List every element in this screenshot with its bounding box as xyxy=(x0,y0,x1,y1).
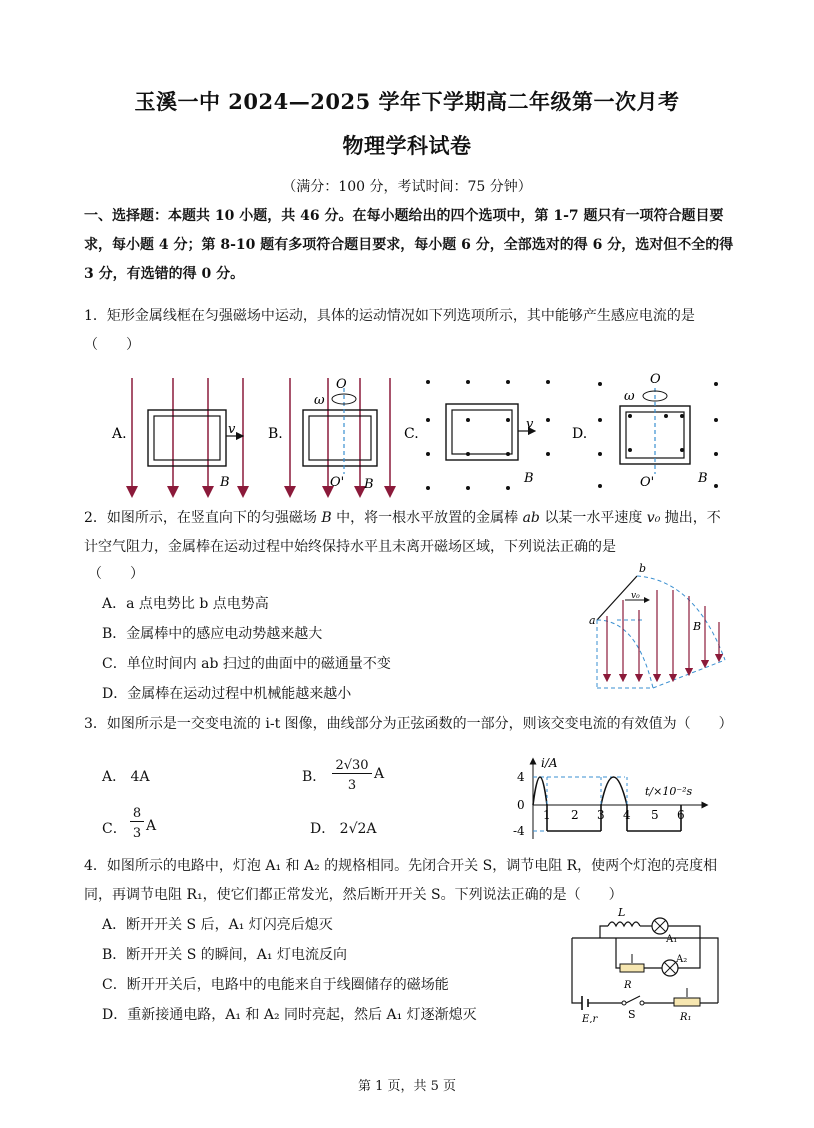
option-c-numerator: 8 xyxy=(130,806,144,822)
omega-label: ω xyxy=(624,389,635,404)
field-label: B xyxy=(524,471,534,486)
question-2-option-c: C．单位时间内 ab 扫过的曲面中的磁通量不变 xyxy=(102,656,391,672)
figure-1a xyxy=(111,378,243,492)
resistor-r-label: R xyxy=(624,980,632,991)
q2-stem-field: B xyxy=(321,510,332,526)
question-1-figures xyxy=(100,370,740,500)
switch-label: S xyxy=(628,1008,636,1021)
option-d-label: D. xyxy=(572,426,588,442)
figure-1d xyxy=(572,372,718,490)
exam-title: 玉溪一中 2024—2025 学年下学期高二年级第一次月考 xyxy=(134,89,680,114)
question-2-option-d: D．金属棒在运动过程中机械能越来越小 xyxy=(102,686,352,702)
question-4-circuit xyxy=(560,908,730,1023)
y-axis-label: i/A xyxy=(541,756,558,770)
q2-stem-part: 2．如图所示，在竖直向下的匀强磁场 xyxy=(84,510,322,526)
omega-label: ω xyxy=(314,393,325,408)
x-tick: 5 xyxy=(651,808,659,822)
q2-stem-part: 中，将一根水平放置的金属棒 xyxy=(331,510,523,526)
field-label: B xyxy=(220,475,230,490)
question-2-figure xyxy=(585,560,745,695)
x-tick: 2 xyxy=(571,808,579,822)
question-1-stem: 1．矩形金属线框在匀强磁场中运动，具体的运动情况如下列选项所示，其中能够产生感应电流的是（ ） xyxy=(84,308,695,353)
q2-stem-part: 抛出，不计空气阻力，金属棒在运动过程中始终保持水平且未离开磁场区域，下列说法正确的是 xyxy=(84,510,721,555)
question-2-stem xyxy=(84,504,734,562)
point-a-label: a xyxy=(589,614,596,627)
option-b-prefix: B． xyxy=(302,769,327,785)
axis-o-label: O xyxy=(336,377,347,392)
question-4-option-d: D．重新接通电路，A₁ 和 A₂ 同时亮起，然后 A₁ 灯逐渐熄灭 xyxy=(102,1007,477,1023)
question-2-paren: （ ） xyxy=(88,566,144,582)
field-label: B xyxy=(364,477,374,492)
option-b-unit: A xyxy=(374,766,385,782)
q2-stem-part: 以某一水平速度 xyxy=(539,510,647,526)
resistor-r1-label: R₁ xyxy=(680,1012,692,1023)
option-a-label: A. xyxy=(112,426,127,442)
option-c-prefix: C． xyxy=(102,821,127,837)
question-4-stem: 4．如图所示的电路中，灯泡 A₁ 和 A₂ 的规格相同。先闭合开关 S，调节电阻 R，使两个灯泡的亮度相同，再调节电阻 R₁，使它们都正常发光，然后断开开关 S。下列说法正确的是（ ） xyxy=(84,858,718,903)
question-3-graph xyxy=(505,755,725,840)
exam-info: （满分：100 分，考试时间：75 分钟） xyxy=(282,179,532,195)
velocity-label: v xyxy=(526,417,534,432)
section-instructions: 一、选择题：本题共 10 小题，共 46 分。在每小题给出的四个选项中，第 1-7 题只有一项符合题目要求，每小题 4 分；第 8-10 题有多项符合题目要求，每小题 6 分，全部选对的得 6 分，选对但不全的得 3 分，有选错的得 0 分。 xyxy=(84,208,734,282)
y-tick: -4 xyxy=(513,824,525,838)
q2-stem-rod: ab xyxy=(522,510,540,526)
option-c-denominator: 3 xyxy=(132,826,142,841)
x-tick: 1 xyxy=(543,808,551,822)
axis-o-label: O xyxy=(650,372,661,387)
q2-stem-velocity: v₀ xyxy=(646,510,661,526)
question-3-option-a: A． 4A xyxy=(102,769,150,785)
option-b-denominator: 3 xyxy=(347,778,357,793)
lamp-a1-label: A₁ xyxy=(666,934,678,945)
x-tick: 4 xyxy=(623,808,631,822)
field-label: B xyxy=(698,471,708,486)
option-c-label: C. xyxy=(404,426,419,442)
v0-label: v₀ xyxy=(631,591,640,601)
question-4-option-a: A．断开开关 S 后，A₁ 灯闪亮后熄灭 xyxy=(102,917,333,933)
axis-o-prime-label: O' xyxy=(640,475,655,490)
field-label: B xyxy=(693,620,702,633)
y-tick: 4 xyxy=(517,770,525,784)
lamp-a2-label: A₂ xyxy=(676,954,688,965)
figure-1c xyxy=(404,380,550,490)
x-tick: 3 xyxy=(597,808,605,822)
question-2-option-a: A．a 点电势比 b 点电势高 xyxy=(102,596,269,612)
axis-o-prime-label: O' xyxy=(330,475,345,490)
x-axis-label: t/×10⁻²s xyxy=(645,785,693,798)
battery-label: E,r xyxy=(582,1014,598,1023)
velocity-label: v xyxy=(228,422,236,437)
figure-1b xyxy=(268,377,390,492)
subject-title: 物理学科试卷 xyxy=(342,133,472,158)
option-c-unit: A xyxy=(146,818,157,834)
option-b-label: B. xyxy=(268,426,283,442)
x-tick: 6 xyxy=(677,808,685,822)
y-tick: 0 xyxy=(517,798,525,812)
option-b-numerator: 2√30 xyxy=(332,758,372,774)
question-2-option-b: B．金属棒中的感应电动势越来越大 xyxy=(102,626,323,642)
question-3-stem: 3．如图所示是一交变电流的 i-t 图像，曲线部分为正弦函数的一部分，则该交变电流的有效值为（ ） xyxy=(84,716,733,732)
inductor-label: L xyxy=(618,908,626,919)
page-footer: 第 1 页，共 5 页 xyxy=(357,1079,457,1094)
question-3-option-d: D． 2√2A xyxy=(310,821,377,837)
point-b-label: b xyxy=(639,562,647,575)
question-4-option-c: C．断开开关后，电路中的电能来自于线圈储存的磁场能 xyxy=(102,977,449,993)
question-4-option-b: B．断开开关 S 的瞬间，A₁ 灯电流反向 xyxy=(102,947,347,963)
